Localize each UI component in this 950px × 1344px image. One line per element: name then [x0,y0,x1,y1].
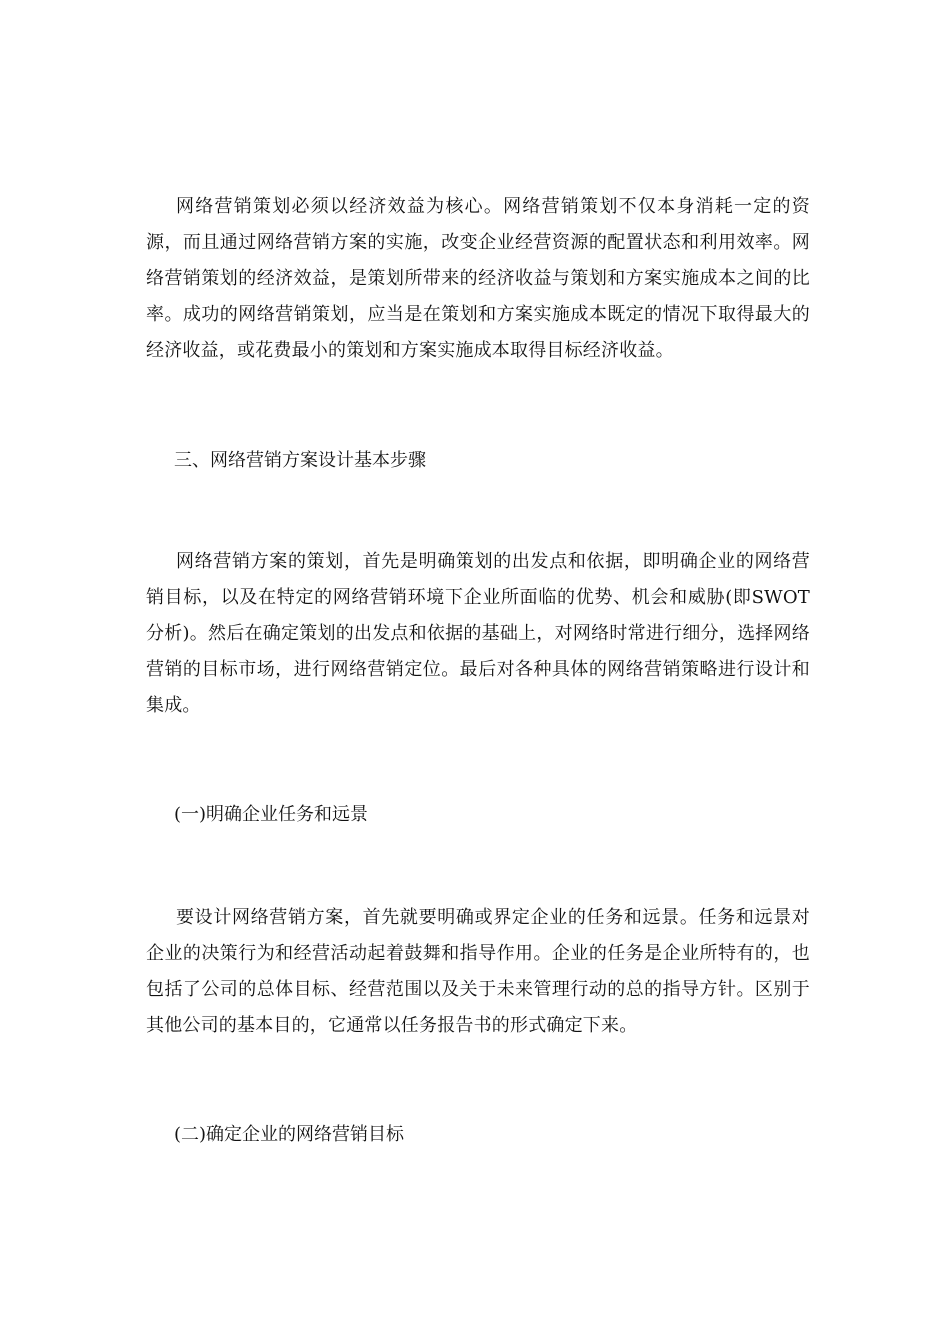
section-heading-steps: 三、网络营销方案设计基本步骤 [174,450,426,471]
subheading-marketing-goal: (二)确定企业的网络营销目标 [174,1124,405,1145]
subheading-mission-vision: (一)明确企业任务和远景 [174,804,369,825]
paragraph-planning-basis: 网络营销方案的策划，首先是明确策划的出发点和依据，即明确企业的网络营销目标，以及在特定的网络营销环境下企业所面临的优势、机会和威胁(即SWOT分析)。然后在确定策划的出发点和依据的基础上，对网络时常进行细分，选择网络营销的目标市场，进行网络营销定位。最后对各种具体的网络营销策略进行设计和集成。 [146,551,810,716]
paragraph-economic-benefit: 网络营销策划必须以经济效益为核心。网络营销策划不仅本身消耗一定的资源，而且通过网络营销方案的实施，改变企业经营资源的配置状态和利用效率。网络营销策划的经济效益，是策划所带来的经济收益与策划和方案实施成本之间的比率。成功的网络营销策划，应当是在策划和方案实施成本既定的情况下取得最大的经济收益，或花费最小的策划和方案实施成本取得目标经济收益。 [146,196,810,361]
paragraph-mission-vision: 要设计网络营销方案，首先就要明确或界定企业的任务和远景。任务和远景对企业的决策行为和经营活动起着鼓舞和指导作用。企业的任务是企业所特有的，也包括了公司的总体目标、经营范围以及关于未来管理行动的总的指导方针。区别于其他公司的基本目的，它通常以任务报告书的形式确定下来。 [146,907,810,1036]
